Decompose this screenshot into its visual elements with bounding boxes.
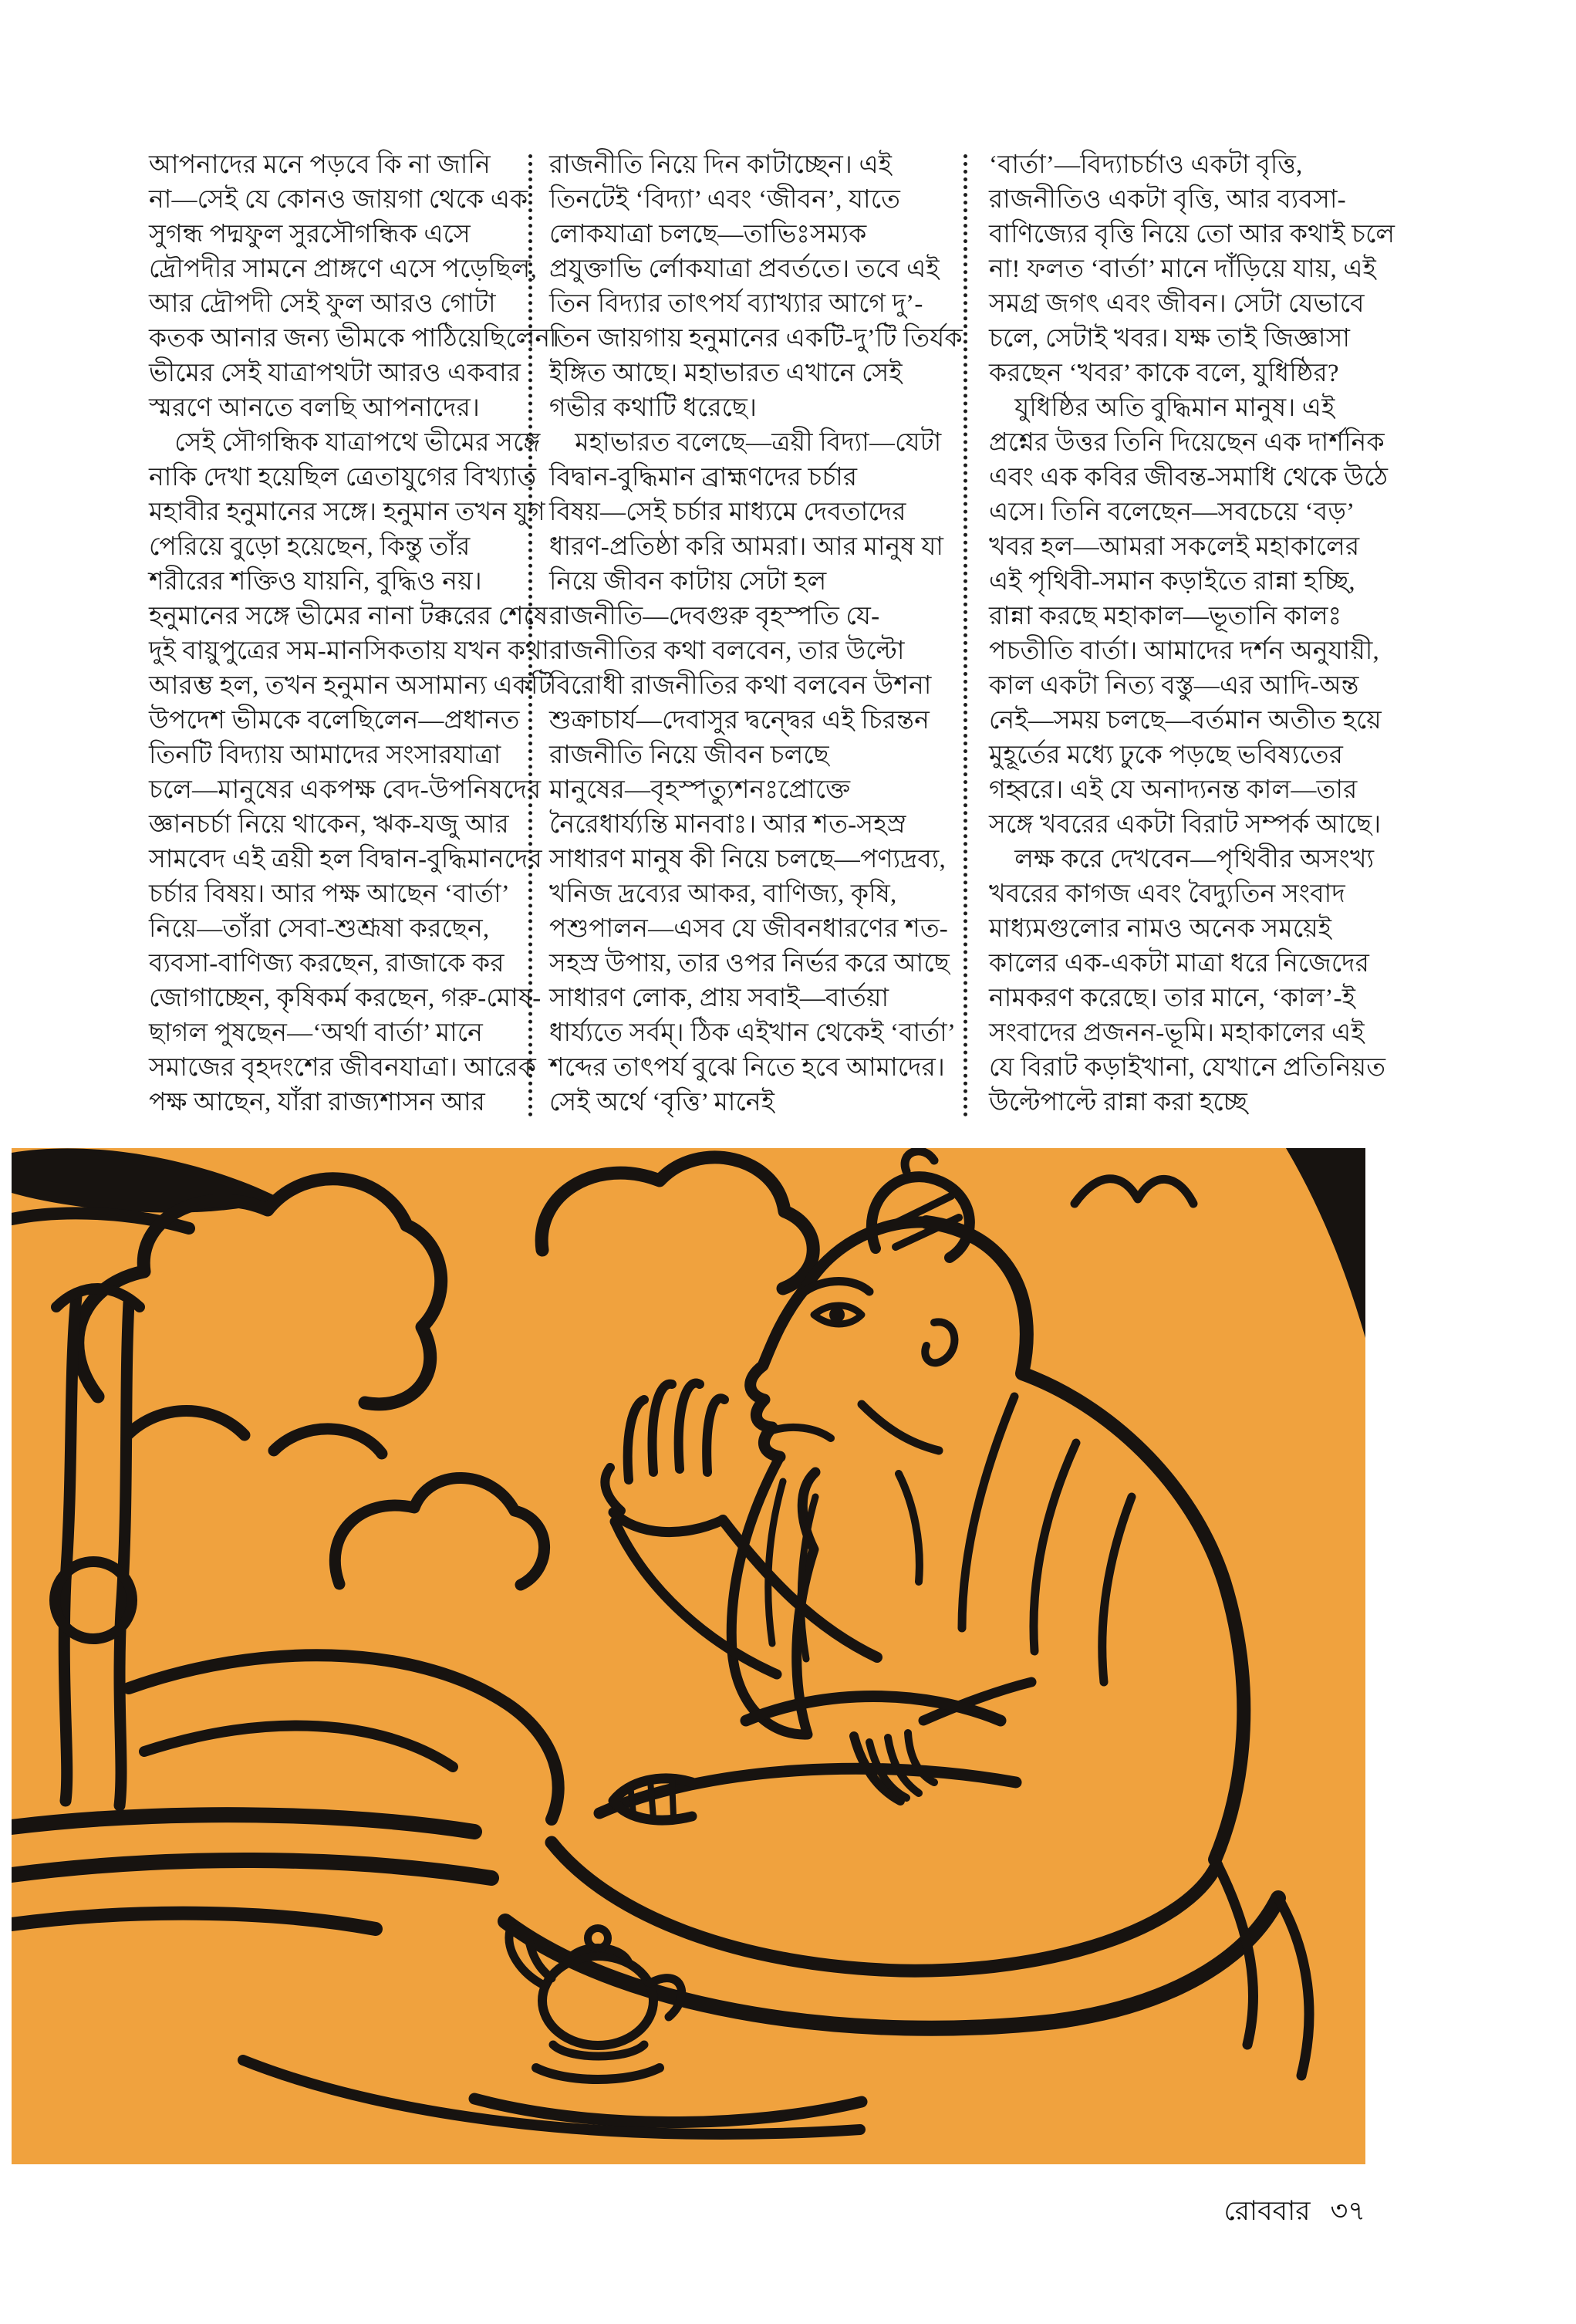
text-line: সমগ্র জগৎ এবং জীবন। সেটা যেভাবে [989,290,1365,318]
text-line: ধারণ-প্রতিষ্ঠা করি আমরা। আর মানুষ যা [549,533,944,561]
article-text [149,148,1395,1136]
text-line: সঙ্গে খবরের একটা বিরাট সম্পর্ক আছে। [989,811,1382,839]
text-line: এসে। তিনি বলেছেন—সবচেয়ে ‘বড়’ [989,498,1355,526]
article-column-2 [549,148,963,1120]
text-line: বিদ্বান-বুদ্ধিমান ব্রাহ্মণদের চর্চার [549,464,858,491]
text-line: সহস্র উপায়, তার ওপর নির্ভর করে আছে [549,950,950,978]
text-line: খনিজ দ্রব্যের আকর, বাণিজ্য, কৃষি, [549,880,897,908]
text-line: বাণিজ্যের বৃত্তি নিয়ে তো আর কথাই চলে [989,221,1395,248]
text-line: তিনটেই ‘বিদ্যা’ এবং ‘জীবন’, যাতে [549,186,901,214]
text-line: দ্রৌপদীর সামনে প্রাঙ্গণে এসে পড়েছিল, [149,255,537,283]
text-line: স্মরণে আনতে বলছি আপনাদের। [149,394,480,422]
text-line: শব্দের তাৎপর্য বুঝে নিতে হবে আমাদের। [549,1054,946,1082]
text-line: বিরোধী রাজনীতির কথা বলবেন উশনা [549,672,932,700]
text-line: রাজনীতির কথা বলবেন, তার উল্টো [549,637,905,665]
text-line: তিন জায়গায় হনুমানের একটি-দু’টি তির্যক [549,325,963,353]
text-line: আপনাদের মনে পড়বে কি না জানি [149,151,491,179]
text-line: ছাগল পুষছেন—‘অর্থা বার্তা’ মানে [149,1019,484,1047]
page-number: ৩৭ [1330,2196,1365,2226]
text-line: না—সেই যে কোনও জায়গা থেকে এক [149,186,528,214]
text-line: আর দ্রৌপদী সেই ফুল আরও গোটা [149,290,496,318]
text-line: রাজনীতি নিয়ে জীবন চলছে [549,741,829,769]
text-line: এই পৃথিবী-সমান কড়াইতে রান্না হচ্ছি, [989,568,1355,596]
text-line: তিন বিদ্যার তাৎপর্য ব্যাখ্যার আগে দু’- [549,290,923,318]
text-line: গভীর কথাটি ধরেছে। [549,394,758,422]
text-line: মহাভারত বলেছে—ত্রয়ী বিদ্যা—যেটা [549,429,942,457]
text-line: কতক আনার জন্য ভীমকে পাঠিয়েছিলেন। [149,325,560,353]
text-line: রাজনীতিও একটা বৃত্তি, আর ব্যবসা- [989,186,1346,214]
text-line: মানুষের—বৃহস্পত্যুশনঃপ্রোক্তে [549,776,851,804]
text-line: চলে, সেটাই খবর। যক্ষ তাই জিজ্ঞাসা [989,325,1351,353]
text-line: সামবেদ এই ত্রয়ী হল বিদ্বান-বুদ্ধিমানদের [149,846,542,873]
text-line: পচতীতি বার্তা। আমাদের দর্শন অনুযায়ী, [989,637,1379,665]
text-line: আরম্ভ হল, তখন হনুমান অসামান্য একটি [149,672,552,700]
text-line: লক্ষ করে দেখবেন—পৃথিবীর অসংখ্য [989,846,1375,873]
page-footer [0,2190,1365,2235]
text-line: প্রশ্নের উত্তর তিনি দিয়েছেন এক দার্শনিক [989,429,1385,457]
text-line: নাকি দেখা হয়েছিল ত্রেতাযুগের বিখ্যাত [149,464,537,491]
text-line: প্রযুক্তাভি র্লোকযাত্রা প্রবর্ততে। তবে এই [549,255,940,283]
text-line: হনুমানের সঙ্গে ভীমের নানা টক্করের শেষে [149,603,548,630]
text-line: ভীমের সেই যাত্রাপথটা আরও একবার [149,360,521,387]
text-line: তিনটি বিদ্যায় আমাদের সংসারযাত্রা [149,741,501,769]
text-line: উপদেশ ভীমকে বলেছিলেন—প্রধানত [149,707,520,735]
text-line: সেই অর্থে ‘বৃত্তি’ মানেই [549,1089,775,1116]
text-line: লোকযাত্রা চলছে—তাভিঃসম্যক [549,221,867,248]
text-line: ইঙ্গিত আছে। মহাভারত এখানে সেই [549,360,903,387]
text-line: ব্যবসা-বাণিজ্য করছেন, রাজাকে কর [149,950,505,978]
text-line: সুগন্ধ পদ্মফুল সুরসৌগন্ধিক এসে [149,221,471,248]
column-divider [963,154,967,1117]
text-line: যুধিষ্ঠির অতি বুদ্ধিমান মানুষ। এই [989,394,1335,422]
sage-illustration [12,1148,1365,2164]
text-line: রাজনীতি নিয়ে দিন কাটাচ্ছেন। এই [549,151,893,179]
text-line: কাল একটা নিত্য বস্তু—এর আদি-অন্ত [989,672,1359,700]
text-line: মাধ্যমগুলোর নামও অনেক সময়েই [989,915,1332,943]
text-line: খবর হল—আমরা সকলেই মহাকালের [989,533,1360,561]
text-line: ধার্য্যতে সর্বম্। ঠিক এইখান থেকেই ‘বার্তা’ [549,1019,957,1047]
text-line: সংবাদের প্রজনন-ভূমি। মহাকালের এই [989,1019,1365,1047]
text-line: পক্ষ আছেন, যাঁরা রাজ্যশাসন আর [149,1089,485,1116]
text-line: জোগাচ্ছেন, কৃষিকর্ম করছেন, গরু-মোষ- [149,985,542,1012]
text-line: সাধারণ মানুষ কী নিয়ে চলছে—পণ্যদ্রব্য, [549,846,946,873]
text-line: সমাজের বৃহদংশের জীবনযাত্রা। আরেক [149,1054,536,1082]
sage-illustration-drawing [12,1148,1365,2164]
text-line: নামকরণ করেছে। তার মানে, ‘কাল’-ই [989,985,1356,1012]
text-line: নেই—সময় চলছে—বর্তমান অতীত হয়ে [989,707,1382,735]
text-line: পেরিয়ে বুড়ো হয়েছেন, কিন্তু তাঁর [149,533,471,561]
article-column-3 [989,148,1395,1120]
text-line: জ্ঞানচর্চা নিয়ে থাকেন, ঋক-যজু আর [149,811,509,839]
text-line: ‘বার্তা’—বিদ্যাচর্চাও একটা বৃত্তি, [989,151,1303,179]
text-line: সেই সৌগন্ধিক যাত্রাপথে ভীমের সঙ্গে [149,429,541,457]
text-line: নৈরেধার্য্যন্তি মানবাঃ। আর শত-সহস্র [549,811,906,839]
text-line: শরীরের শক্তিও যায়নি, বুদ্ধিও নয়। [149,568,482,596]
text-line: করছেন ‘খবর’ কাকে বলে, যুধিষ্ঠির? [989,360,1339,387]
text-line: সাধারণ লোক, প্রায় সবাই—বার্তয়া [549,985,889,1012]
text-line: দুই বায়ুপুত্রের সম-মানসিকতায় যখন কথা [149,637,550,665]
text-line: নিয়ে—তাঁরা সেবা-শুশ্রূষা করছেন, [149,915,490,943]
text-line: যে বিরাট কড়াইখানা, যেখানে প্রতিনিয়ত [989,1054,1386,1082]
text-line: উল্টেপাল্টে রান্না করা হচ্ছে [989,1089,1248,1116]
text-line: রান্না করছে মহাকাল—ভূতানি কালঃ [989,603,1342,630]
text-line: বিষয়—সেই চর্চার মাধ্যমে দেবতাদের [549,498,906,526]
text-line: খবরের কাগজ এবং বৈদ্যুতিন সংবাদ [989,880,1345,908]
magazine-name: রোববার [1223,2196,1311,2226]
column-divider [528,154,532,1117]
text-line: চর্চার বিষয়। আর পক্ষ আছেন ‘বার্তা’ [149,880,510,908]
text-line: কালের এক-একটা মাত্রা ধরে নিজেদের [989,950,1370,978]
text-line: শুক্রাচার্য—দেবাসুর দ্বন্দ্বের এই চিরন্তন [549,707,930,735]
text-line: এবং এক কবির জীবন্ত-সমাধি থেকে উঠে [989,464,1389,491]
article-column-1 [149,148,560,1120]
text-line: নিয়ে জীবন কাটায় সেটা হল [549,568,827,596]
text-line: মহাবীর হনুমানের সঙ্গে। হনুমান তখন যুগ [149,498,545,526]
text-line: পশুপালন—এসব যে জীবনধারণের শত- [549,915,948,943]
text-line: গহ্বরে। এই যে অনাদ্যনন্ত কাল—তার [989,776,1358,804]
text-line: মুহূর্তের মধ্যে ঢুকে পড়ছে ভবিষ্যতের [989,741,1344,769]
text-line: রাজনীতি—দেবগুরু বৃহস্পতি যে- [549,603,880,630]
text-line: চলে—মানুষের একপক্ষ বেদ-উপনিষদের [149,776,542,804]
text-line: না! ফলত ‘বার্তা’ মানে দাঁড়িয়ে যায়, এই [989,255,1377,283]
